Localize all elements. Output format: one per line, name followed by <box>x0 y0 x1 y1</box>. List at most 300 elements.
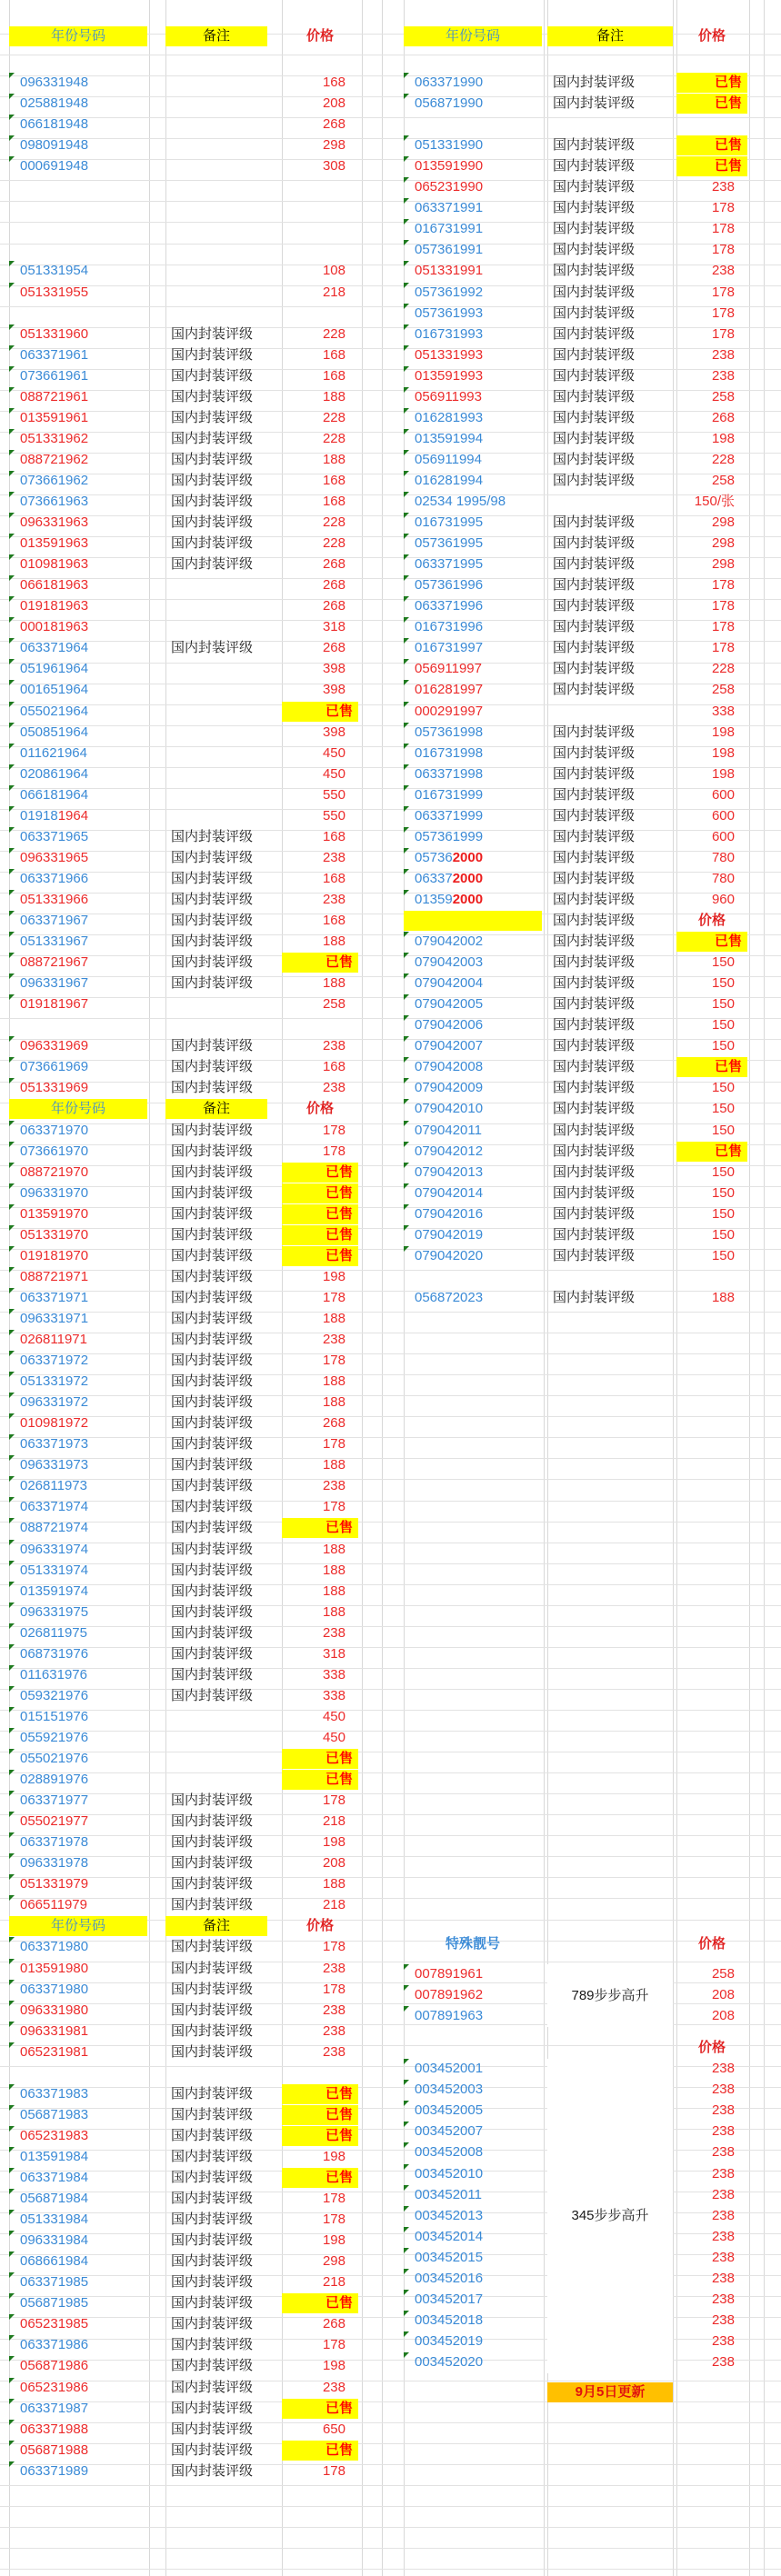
cell-comment-marker <box>404 408 409 414</box>
price-cell: 238 <box>322 1624 345 1641</box>
code-cell[interactable]: 056872023 <box>415 1289 484 1305</box>
code-cell[interactable]: 000691948 <box>20 158 89 175</box>
code-cell[interactable]: 025881948 <box>20 95 89 112</box>
code-cell[interactable]: 068731976 <box>20 1645 89 1662</box>
code-cell[interactable]: 063371961 <box>20 346 89 363</box>
code-cell[interactable]: 063371991 <box>415 200 484 216</box>
note-cell: 国内封装评级 <box>553 514 636 531</box>
note-cell: 国内封装评级 <box>171 2400 254 2416</box>
code-cell[interactable]: 066511979 <box>20 1897 87 1913</box>
group-label-789: 789步步高升 <box>547 1964 673 2027</box>
code-cell[interactable]: 051331990 <box>415 137 484 154</box>
code-cell[interactable]: 073661961 <box>20 367 89 384</box>
price-cell: 150 <box>711 1163 735 1180</box>
code-cell[interactable]: 063371971 <box>20 1289 89 1305</box>
price-cell: 238 <box>711 179 735 195</box>
code-cell[interactable]: 066181948 <box>20 116 89 133</box>
price-cell: 178 <box>711 640 735 656</box>
cell-comment-marker <box>404 638 409 644</box>
cell-comment-marker <box>9 764 15 770</box>
code-cell[interactable]: 096331980 <box>20 2002 89 2018</box>
cell-comment-marker <box>9 156 15 162</box>
code-cell[interactable]: 098091948 <box>20 137 89 154</box>
code-cell[interactable]: 057361999 <box>415 828 484 844</box>
code-cell[interactable]: 010981963 <box>20 556 89 573</box>
price-cell: 298 <box>711 514 735 531</box>
price-cell: 188 <box>322 1603 345 1620</box>
price-cell: 298 <box>322 2253 345 2270</box>
code-cell[interactable]: 096331981 <box>20 2022 89 2039</box>
code-cell[interactable]: 065231990 <box>415 179 484 195</box>
code-cell[interactable]: 011621964 <box>20 744 87 761</box>
code-cell[interactable]: 051331960 <box>20 325 89 342</box>
code-cell[interactable] <box>411 848 542 868</box>
code-cell[interactable]: 051331993 <box>415 346 484 363</box>
code-cell[interactable]: 073661963 <box>20 494 89 509</box>
code-cell[interactable]: 051331991 <box>415 263 484 279</box>
code-cell[interactable]: 055021977 <box>20 1813 89 1830</box>
code-cell[interactable]: 016731995 <box>415 514 484 531</box>
price-cell: 238 <box>711 2165 735 2182</box>
code-cell[interactable]: 096331974 <box>20 1541 89 1557</box>
code-cell[interactable]: 079042002 <box>415 934 484 950</box>
price-cell: 178 <box>322 1981 345 1997</box>
cell-comment-marker <box>404 2185 409 2191</box>
code-cell[interactable]: 088721962 <box>20 451 89 467</box>
code-cell[interactable]: 079042011 <box>415 1122 482 1138</box>
code-cell[interactable]: 063371984 <box>20 2170 89 2185</box>
cell-comment-marker <box>9 1686 15 1692</box>
code-cell[interactable]: 056871985 <box>20 2295 89 2311</box>
code-cell[interactable]: 065231985 <box>20 2316 89 2332</box>
code-cell[interactable]: 066181964 <box>20 786 89 803</box>
price-cell: 268 <box>322 1415 345 1432</box>
cell-comment-marker <box>9 513 15 518</box>
code-cell[interactable]: 096331971 <box>20 1310 89 1326</box>
price-cell: 198 <box>322 1268 345 1284</box>
code-cell[interactable]: 051331966 <box>20 891 89 907</box>
code-cell[interactable]: 051331955 <box>20 284 89 300</box>
note-cell: 国内封装评级 <box>171 388 254 404</box>
price-cell: 178 <box>322 1499 345 1515</box>
code-cell[interactable]: 026811971 <box>20 1332 87 1347</box>
cell-comment-marker <box>404 2311 409 2316</box>
note-cell: 国内封装评级 <box>553 1289 636 1305</box>
code-cell[interactable]: 056911997 <box>415 661 482 677</box>
code-cell[interactable]: 079042014 <box>415 1184 484 1201</box>
cell-comment-marker <box>9 2231 15 2236</box>
code-cell[interactable]: 073661970 <box>20 1143 89 1159</box>
price-cell: 168 <box>322 1059 345 1075</box>
code-cell[interactable]: 096331972 <box>20 1394 89 1411</box>
code-cell[interactable]: 020861964 <box>20 765 89 782</box>
code-cell[interactable]: 007891963 <box>415 2008 484 2024</box>
price-cell: 338 <box>322 1687 345 1703</box>
code-cell[interactable]: 079042020 <box>415 1247 484 1263</box>
code-cell[interactable]: 063371972 <box>20 1353 89 1369</box>
code-cell[interactable]: 050851964 <box>20 724 89 740</box>
code-cell[interactable] <box>411 890 542 910</box>
code-cell[interactable]: 057361998 <box>415 724 484 740</box>
code-cell[interactable]: 016731993 <box>415 325 484 342</box>
code-cell[interactable]: 051331979 <box>20 1876 89 1892</box>
code-cell[interactable]: 096331969 <box>20 1038 89 1054</box>
code-cell[interactable]: 013591961 <box>20 409 89 425</box>
code-cell[interactable]: 056871984 <box>20 2191 89 2207</box>
price-cell: 188 <box>322 934 345 950</box>
code-cell[interactable]: 055921976 <box>20 1729 89 1745</box>
price-cell: 228 <box>322 535 345 552</box>
code-cell[interactable]: 096331967 <box>20 975 89 992</box>
cell-comment-marker <box>9 1895 15 1901</box>
code-cell[interactable]: 063371967 <box>20 913 89 928</box>
code-cell[interactable]: 056871990 <box>415 95 484 112</box>
code-cell[interactable]: 096331978 <box>20 1855 89 1872</box>
price-cell: 168 <box>322 494 345 509</box>
price-cell: 238 <box>711 2144 735 2161</box>
price-cell: 238 <box>711 2353 735 2370</box>
code-cell[interactable]: 013591984 <box>20 2148 89 2164</box>
code-cell[interactable]: 057361995 <box>415 535 484 552</box>
price-cell: 198 <box>711 765 735 782</box>
code-cell[interactable]: 013591970 <box>20 1205 89 1222</box>
code-cell[interactable]: 088721971 <box>20 1268 89 1284</box>
code-cell[interactable]: 063371964 <box>20 640 89 656</box>
code-cell[interactable]: 000291997 <box>415 703 484 719</box>
cell-comment-marker <box>404 827 409 833</box>
code-cell[interactable]: 088721970 <box>20 1163 89 1180</box>
note-cell: 国内封装评级 <box>171 2462 254 2479</box>
code-cell[interactable]: 019181970 <box>20 1247 89 1263</box>
code-cell[interactable]: 079042010 <box>415 1101 484 1117</box>
code-cell[interactable]: 051331962 <box>20 430 89 446</box>
note-cell: 国内封装评级 <box>553 221 636 237</box>
code-cell[interactable]: 065231981 <box>20 2043 89 2060</box>
code-cell[interactable]: 003452007 <box>415 2123 484 2140</box>
code-cell[interactable]: 079042005 <box>415 996 484 1013</box>
price-cell: 178 <box>711 200 735 216</box>
code-cell[interactable] <box>16 806 147 826</box>
note-cell: 国内封装评级 <box>171 870 254 886</box>
price-cell: 398 <box>322 682 345 698</box>
sold-badge: 已售 <box>282 953 358 973</box>
code-cell[interactable]: 063371996 <box>415 598 484 614</box>
price-cell: 268 <box>322 598 345 614</box>
code-cell[interactable]: 063371973 <box>20 1436 89 1453</box>
code-cell[interactable]: 000181963 <box>20 619 89 635</box>
price-cell: 238 <box>711 346 735 363</box>
code-cell[interactable]: 073661969 <box>20 1059 89 1075</box>
note-cell: 国内封装评级 <box>553 200 636 216</box>
note-cell: 国内封装评级 <box>171 1645 254 1662</box>
code-cell[interactable]: 016731991 <box>415 221 484 237</box>
code-cell[interactable] <box>411 869 542 889</box>
code-cell[interactable]: 096331973 <box>20 1457 89 1473</box>
note-cell: 国内封装评级 <box>171 1289 254 1305</box>
code-cell[interactable]: 096331948 <box>20 75 89 90</box>
grid-col-line <box>764 0 765 2576</box>
code-cell[interactable]: 056911994 <box>415 451 482 467</box>
code-cell[interactable]: 016731996 <box>415 619 484 635</box>
code-cell[interactable]: 063371986 <box>20 2337 89 2353</box>
cell-comment-marker <box>9 2001 15 2006</box>
price-cell: 188 <box>322 1583 345 1599</box>
code-cell[interactable]: 003452010 <box>415 2165 484 2182</box>
note-cell: 国内封装评级 <box>171 1247 254 1263</box>
code-cell[interactable]: 015151976 <box>20 1708 89 1724</box>
header-note: 备注 <box>165 1099 267 1119</box>
code-cell[interactable]: 088721974 <box>20 1520 89 1536</box>
code-cell[interactable]: 003452003 <box>415 2082 484 2098</box>
code-cell[interactable]: 079042003 <box>415 954 484 971</box>
price-cell: 600 <box>711 828 735 844</box>
code-cell[interactable]: 051331974 <box>20 1562 89 1578</box>
cell-comment-marker <box>404 2206 409 2212</box>
code-cell[interactable]: 063371977 <box>20 1792 89 1809</box>
note-cell: 国内封装评级 <box>553 975 636 992</box>
code-cell[interactable]: 079042008 <box>415 1059 484 1075</box>
note-cell: 国内封装评级 <box>553 409 636 425</box>
cell-comment-marker <box>9 73 15 78</box>
code-cell[interactable]: 013591980 <box>20 1960 89 1976</box>
code-cell[interactable]: 079042004 <box>415 975 484 992</box>
code-cell[interactable]: 063371989 <box>20 2462 89 2479</box>
code-cell[interactable]: 019181963 <box>20 598 89 614</box>
cell-comment-marker <box>404 2269 409 2274</box>
code-cell[interactable]: 026811975 <box>20 1624 87 1641</box>
header-price: 价格 <box>305 27 334 44</box>
note-cell: 国内封装评级 <box>171 2148 254 2164</box>
note-cell: 国内封装评级 <box>171 1038 254 1054</box>
price-cell: 318 <box>322 619 345 635</box>
code-cell[interactable]: 003452005 <box>415 2102 484 2119</box>
cell-comment-marker <box>404 1204 409 1210</box>
price-cell: 258 <box>711 388 735 404</box>
code-cell[interactable]: 003452001 <box>415 2061 484 2077</box>
code-cell[interactable]: 079042013 <box>415 1163 484 1180</box>
code-cell[interactable]: 02534 1995/98 <box>415 494 506 509</box>
code-cell[interactable]: 065231986 <box>20 2379 89 2395</box>
code-cell[interactable]: 063371999 <box>415 807 484 824</box>
code-cell[interactable]: 011631976 <box>20 1666 87 1682</box>
code-cell[interactable]: 055021976 <box>20 1751 89 1766</box>
code-cell[interactable]: 096331970 <box>20 1184 89 1201</box>
price-cell: 188 <box>322 388 345 404</box>
note-cell: 国内封装评级 <box>171 514 254 531</box>
note-cell: 国内封装评级 <box>171 1583 254 1599</box>
cell-comment-marker <box>9 1518 15 1523</box>
code-cell[interactable]: 063371966 <box>20 870 89 886</box>
code-cell[interactable]: 051331984 <box>20 2212 89 2228</box>
cell-comment-marker <box>404 1163 409 1168</box>
note-cell: 国内封装评级 <box>553 346 636 363</box>
code-cell[interactable]: 065231983 <box>20 2127 89 2143</box>
code-cell[interactable]: 063371965 <box>20 828 89 844</box>
code-cell[interactable]: 057361992 <box>415 284 484 300</box>
code-cell[interactable]: 096331963 <box>20 514 89 531</box>
code-cell[interactable]: 051331970 <box>20 1226 89 1243</box>
code-cell[interactable]: 079042012 <box>415 1143 484 1159</box>
code-cell[interactable]: 003452015 <box>415 2249 484 2265</box>
code-prefix: 01359 <box>415 891 453 907</box>
code-cell[interactable]: 013591974 <box>20 1583 89 1599</box>
cell-comment-marker <box>9 471 15 476</box>
code-cell[interactable]: 079042006 <box>415 1017 484 1033</box>
code-cell[interactable]: 079042016 <box>415 1205 484 1222</box>
code-cell[interactable]: 063371980 <box>20 1939 89 1955</box>
header-year-code: 年份号码 <box>9 1099 147 1119</box>
cell-comment-marker <box>9 450 15 455</box>
price-cell: 318 <box>322 1645 345 1662</box>
price-cell: 228 <box>711 661 735 677</box>
code-cell[interactable]: 003452014 <box>415 2228 484 2244</box>
cell-comment-marker <box>9 1121 15 1126</box>
code-cell[interactable]: 063371980 <box>20 1981 89 1997</box>
code-cell[interactable]: 007891962 <box>415 1987 484 2003</box>
code-cell[interactable]: 013591963 <box>20 535 89 552</box>
code-cell[interactable]: 057361991 <box>415 242 484 258</box>
note-cell: 国内封装评级 <box>171 2421 254 2437</box>
code-cell[interactable]: 063371970 <box>20 1122 89 1138</box>
code-cell[interactable]: 003452011 <box>415 2186 482 2202</box>
code-cell[interactable]: 016731997 <box>415 640 484 656</box>
note-cell: 国内封装评级 <box>553 284 636 300</box>
code-cell[interactable]: 016731999 <box>415 786 484 803</box>
note-cell: 国内封装评级 <box>171 472 254 488</box>
code-cell[interactable]: 003452008 <box>415 2144 484 2161</box>
code-cell[interactable]: 056911993 <box>415 388 482 404</box>
note-cell: 国内封装评级 <box>553 535 636 552</box>
code-cell[interactable]: 016281997 <box>415 682 484 698</box>
price-cell: 258 <box>322 996 345 1013</box>
cell-comment-marker <box>9 345 15 351</box>
code-cell[interactable]: 068661984 <box>20 2253 89 2270</box>
code-cell[interactable]: 096331975 <box>20 1603 89 1620</box>
note-cell: 国内封装评级 <box>171 1163 254 1180</box>
code-cell[interactable]: 007891961 <box>415 1966 484 1982</box>
code-cell[interactable]: 051961964 <box>20 661 89 677</box>
code-cell[interactable]: 096331965 <box>20 849 89 865</box>
code-cell[interactable]: 016731998 <box>415 744 484 761</box>
price-cell: 238 <box>711 2228 735 2244</box>
code-cell[interactable]: 019181967 <box>20 996 89 1013</box>
code-cell[interactable]: 066181963 <box>20 577 89 594</box>
cell-comment-marker <box>9 1078 15 1083</box>
note-cell: 国内封装评级 <box>171 1205 254 1222</box>
code-cell[interactable]: 003452020 <box>415 2353 484 2370</box>
price-cell: 450 <box>322 1708 345 1724</box>
code-cell[interactable]: 056871983 <box>20 2106 89 2122</box>
code-cell[interactable]: 056871988 <box>20 2441 89 2458</box>
price-cell: 600 <box>711 786 735 803</box>
price-cell: 238 <box>711 2061 735 2077</box>
code-cell[interactable]: 003452019 <box>415 2332 484 2349</box>
code-cell[interactable]: 063371988 <box>20 2421 89 2437</box>
code-cell[interactable]: 003452018 <box>415 2311 484 2328</box>
code-cell[interactable]: 079042019 <box>415 1226 484 1243</box>
sold-badge: 已售 <box>282 702 358 722</box>
code-cell[interactable]: 059321976 <box>20 1687 89 1703</box>
code-cell[interactable]: 063371998 <box>415 765 484 782</box>
code-cell[interactable]: 057361993 <box>415 305 484 321</box>
cell-comment-marker <box>404 1225 409 1231</box>
cell-comment-marker <box>9 2356 15 2361</box>
price-cell: 218 <box>322 1813 345 1830</box>
cell-comment-marker <box>404 1964 409 1970</box>
code-cell[interactable]: 010981972 <box>20 1415 89 1432</box>
code-cell[interactable]: 088721961 <box>20 388 89 404</box>
code-cell[interactable]: 073661962 <box>20 472 89 488</box>
code-cell[interactable]: 051331969 <box>20 1080 89 1096</box>
code-cell[interactable]: 088721967 <box>20 954 89 971</box>
cell-comment-marker <box>404 283 409 288</box>
cell-comment-marker <box>9 596 15 602</box>
code-cell[interactable]: 003452013 <box>415 2207 484 2223</box>
code-cell[interactable]: 028891976 <box>20 1772 89 1788</box>
grid-col-line <box>149 0 150 2576</box>
code-cell[interactable]: 063371985 <box>20 2274 89 2291</box>
code-cell[interactable]: 063371990 <box>415 75 484 90</box>
code-cell[interactable]: 013591994 <box>415 430 484 446</box>
sold-badge: 已售 <box>676 94 747 114</box>
price-cell: 178 <box>711 221 735 237</box>
code-cell[interactable]: 079042009 <box>415 1080 484 1096</box>
cell-comment-marker <box>9 911 15 916</box>
cell-comment-marker <box>9 2420 15 2425</box>
code-cell[interactable]: 026811973 <box>20 1478 87 1494</box>
note-cell: 国内封装评级 <box>171 367 254 384</box>
code-cell[interactable]: 013591990 <box>415 158 484 175</box>
code-cell[interactable]: 001651964 <box>20 682 89 698</box>
code-cell[interactable]: 056871986 <box>20 2358 89 2374</box>
cell-comment-marker <box>9 2126 15 2132</box>
code-cell[interactable]: 063371983 <box>20 2085 89 2102</box>
price-cell: 108 <box>322 263 345 279</box>
code-cell[interactable]: 063371995 <box>415 556 484 573</box>
update-date-badge: 9月5日更新 <box>547 2382 673 2402</box>
code-cell[interactable]: 055021964 <box>20 703 89 719</box>
code-cell[interactable]: 096331984 <box>20 2232 89 2249</box>
code-cell[interactable]: 051331967 <box>20 934 89 950</box>
code-cell[interactable]: 016281994 <box>415 472 484 488</box>
cell-comment-marker <box>9 1455 15 1461</box>
cell-comment-marker <box>404 2227 409 2232</box>
price-cell: 550 <box>322 807 345 824</box>
code-cell[interactable]: 063371978 <box>20 1834 89 1851</box>
price-cell: 188 <box>322 1876 345 1892</box>
note-cell: 国内封装评级 <box>171 1813 254 1830</box>
code-cell[interactable]: 079042007 <box>415 1038 484 1054</box>
code-cell[interactable]: 051331972 <box>20 1373 89 1390</box>
cell-comment-marker <box>9 283 15 288</box>
code-cell[interactable]: 016281993 <box>415 409 484 425</box>
price-cell: 188 <box>322 1310 345 1326</box>
cell-comment-marker <box>9 1874 15 1880</box>
price-cell: 168 <box>322 870 345 886</box>
code-cell[interactable]: 063371987 <box>20 2400 89 2416</box>
code-cell[interactable]: 013591993 <box>415 367 484 384</box>
code-cell[interactable]: 003452017 <box>415 2291 484 2307</box>
code-cell[interactable]: 051331954 <box>20 263 89 279</box>
cell-comment-marker <box>9 2335 15 2341</box>
price-cell: 168 <box>322 75 345 90</box>
cell-comment-marker <box>404 2164 409 2170</box>
price-cell: 150 <box>711 1122 735 1138</box>
sold-badge: 已售 <box>282 2126 358 2146</box>
code-cell[interactable]: 063371974 <box>20 1499 89 1515</box>
code-cell[interactable]: 003452016 <box>415 2270 484 2286</box>
code-cell[interactable]: 057361996 <box>415 577 484 594</box>
